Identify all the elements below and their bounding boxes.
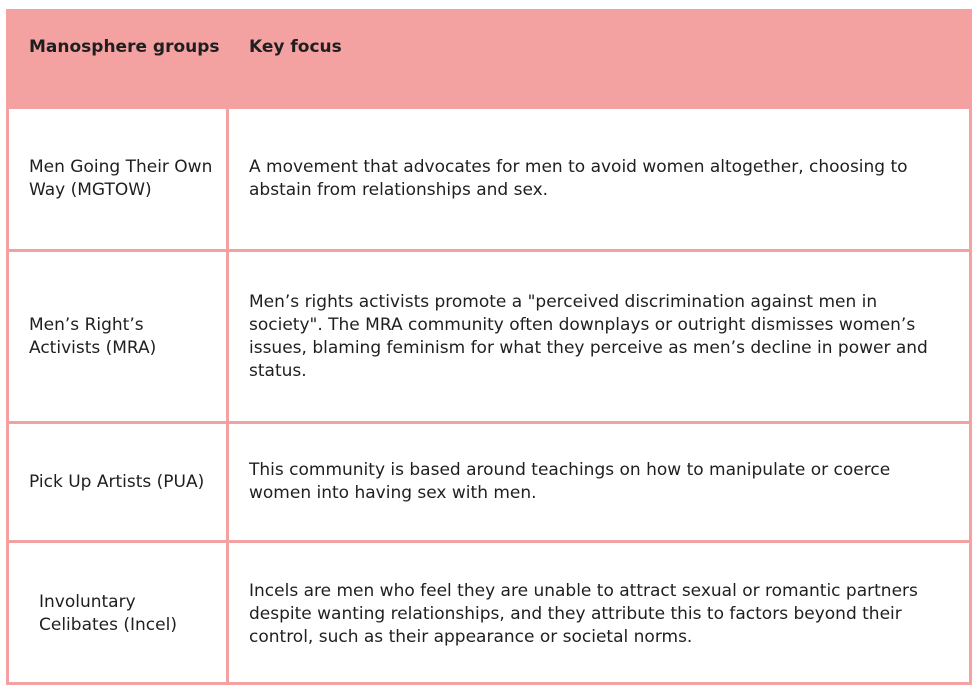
group-cell: Men’s Right’s Activists (MRA) [9,252,229,421]
focus-cell: Incels are men who feel they are unable to attract sexual or romantic partners despite wanting relationships, and they attribute this to factors beyond their control, such as their appearance or societal norms. [249,580,918,647]
table-row [9,249,969,421]
focus-cell: This community is based around teachings on how to manipulate or coerce women into having sex with men. [249,460,891,503]
header-groups: Manosphere groups [29,37,220,57]
manosphere-table [6,9,972,685]
focus-cell: Men’s rights activists promote a "perceived discrimination against men in society". The MRA community often downplays or outright dismisses women’s issues, blaming feminism for what they perceive as men’s decline in power and status. [249,291,928,381]
table-row [9,421,969,540]
group-cell: Involuntary Celibates (Incel) [9,543,229,685]
table-row [9,540,969,685]
group-cell: Pick Up Artists (PUA) [9,424,229,540]
table-header [9,12,969,106]
header-key-focus: Key focus [249,37,342,57]
table-row [9,106,969,249]
focus-cell: A movement that advocates for men to avoid women altogether, choosing to abstain from relationships and sex. [249,157,908,200]
group-cell: Men Going Their Own Way (MGTOW) [9,109,229,249]
